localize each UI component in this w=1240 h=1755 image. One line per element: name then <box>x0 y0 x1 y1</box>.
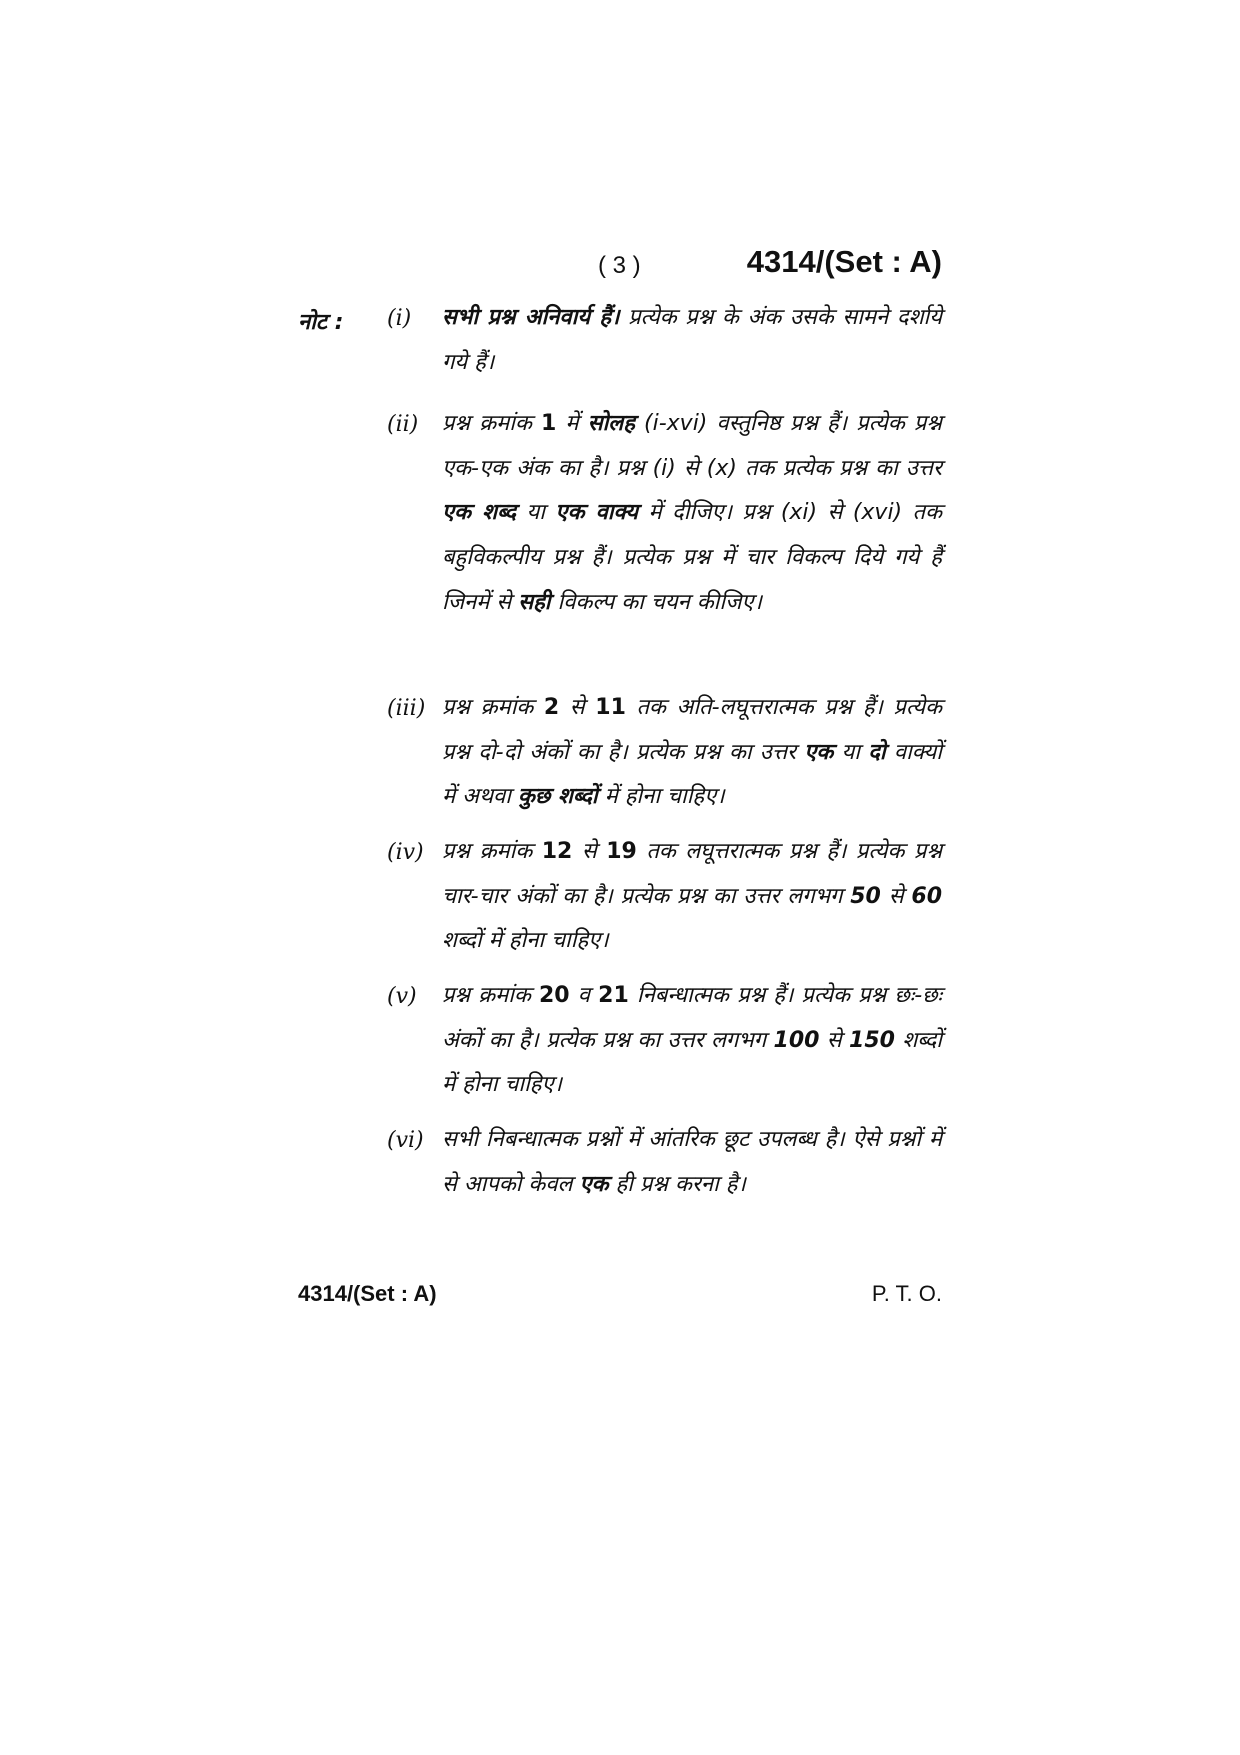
item-text-part: व <box>569 983 599 1008</box>
item-text-part: कुछ शब्दों <box>517 784 598 810</box>
page-number: ( 3 ) <box>598 252 641 279</box>
item-text-part: से <box>559 695 596 720</box>
item-text-part: दो <box>868 739 886 765</box>
item-text-part: 50 <box>850 883 881 909</box>
pto-label: P. T. O. <box>871 1281 942 1306</box>
item-text-part: 19 <box>606 839 637 864</box>
item-number: (ii) <box>387 412 419 437</box>
item-text-part: प्रश्न क्रमांक <box>442 839 542 864</box>
item-text-part: प्रश्न क्रमांक <box>442 695 544 720</box>
item-text-part: 100 <box>773 1027 820 1053</box>
item-text-part: 2 <box>543 695 560 720</box>
item-text-part: सोलह <box>587 411 635 436</box>
item-text-part: में <box>556 411 588 436</box>
item-text-part: तक अति-लघूत्तरात्मक प्रश्न हैं। प्रत्येक प्रश्न दो-दो अंकों का है। प्रत्येक प्रश्न का उत्तर <box>442 695 942 765</box>
item-text-part: 11 <box>595 695 626 720</box>
item-text-part: 12 <box>541 839 573 864</box>
item-text-part: 60 <box>911 883 943 909</box>
item-text <box>442 402 942 626</box>
item-text-part: या <box>516 500 556 526</box>
item-text-part: वाक्यों में अथवा <box>442 739 943 810</box>
paper-code-header: 4314/(Set : A) <box>746 244 942 279</box>
item-text-part: शब्दों में होना चाहिए। <box>442 1027 943 1098</box>
item-text-part: 20 <box>539 983 570 1008</box>
item-text-part: 21 <box>598 983 629 1008</box>
item-text-part: निबन्धात्मक प्रश्न हैं। प्रत्येक प्रश्न छः-छः अंकों का है। प्रत्येक प्रश्न का उत्तर लगभग <box>442 983 943 1053</box>
item-text-part: प्रत्येक प्रश्न के अंक उसके सामने दर्शाये गये हैं। <box>442 305 942 375</box>
item-text-part: 150 <box>849 1027 895 1053</box>
item-text-part: एक <box>804 739 834 765</box>
item-number: (vi) <box>387 1128 424 1153</box>
item-text <box>442 830 942 964</box>
item-text-part: (i-xvi) वस्तुनिष्ठ प्रश्न हैं। प्रत्येक प्रश्न एक-एक अंक का है। प्रश्न (i) से (x) तक प्रत्येक प्रश्न का उत्तर <box>442 411 942 481</box>
item-text-part: एक वाक्य <box>555 500 639 526</box>
item-text-part: ही प्रश्न करना है। <box>608 1171 746 1197</box>
item-text-part: से <box>819 1027 850 1053</box>
item-text-part: सभी निबन्धात्मक प्रश्नों में आंतरिक छूट उपलब्ध है। ऐसे प्रश्नों में से आपको केवल <box>442 1127 942 1197</box>
item-text <box>442 1118 942 1207</box>
item-text-part: एक शब्द <box>442 500 517 526</box>
note-label: नोट : <box>298 310 344 335</box>
item-text <box>442 686 942 820</box>
item-text-part: तक लघूत्तरात्मक प्रश्न हैं। प्रत्येक प्रश्न चार-चार अंकों का है। प्रत्येक प्रश्न का उत्तर लगभग <box>442 839 942 909</box>
paper-code-footer: 4314/(Set : A) <box>298 1281 437 1306</box>
item-text-part: विकल्प का चयन कीजिए। <box>550 589 762 615</box>
item-text-part: से <box>880 883 912 909</box>
item-text-part: प्रश्न क्रमांक <box>442 411 541 436</box>
item-text <box>442 974 942 1108</box>
item-text-part: में होना चाहिए। <box>597 784 725 810</box>
item-text <box>442 296 942 385</box>
item-text-part: एक <box>579 1171 609 1197</box>
item-text-part: सभी प्रश्न अनिवार्य हैं। <box>442 305 620 330</box>
item-text-part: प्रश्न क्रमांक <box>442 983 539 1008</box>
item-text-part: या <box>833 739 869 765</box>
item-number: (iii) <box>387 696 426 721</box>
item-text-part: शब्दों में होना चाहिए। <box>442 928 609 954</box>
item-number: (iv) <box>387 840 424 865</box>
item-number: (i) <box>387 306 412 331</box>
item-text-part: 1 <box>540 411 557 436</box>
item-text-part: सही <box>518 589 551 615</box>
item-text-part: में दीजिए। प्रश्न (xi) से (xvi) तक बहुविकल्पीय प्रश्न हैं। प्रत्येक प्रश्न में चार विकल्प दिये गये हैं जिनमें से <box>442 500 942 615</box>
item-number: (v) <box>387 984 417 1009</box>
item-text-part: से <box>572 839 607 864</box>
